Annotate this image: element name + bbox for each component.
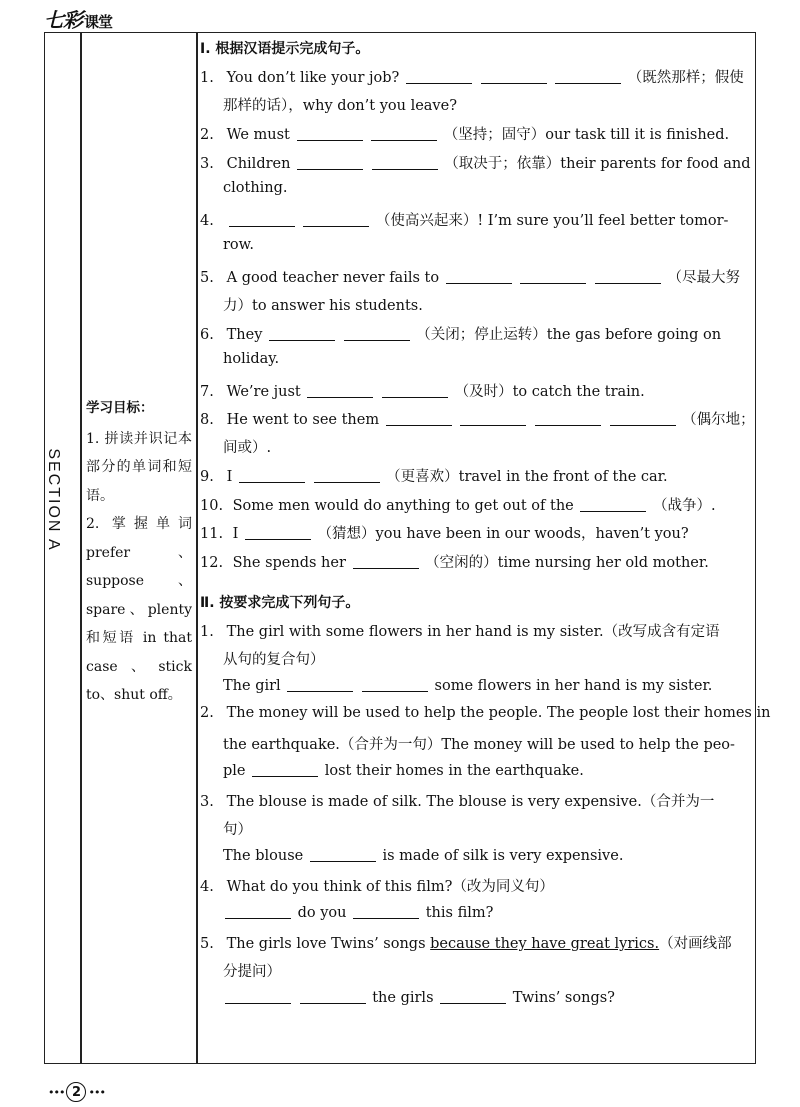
- question-number: 6.: [200, 327, 214, 343]
- answer-blank[interactable]: [229, 212, 295, 227]
- question-text: I: [226, 469, 233, 485]
- p2-q3: [200, 790, 714, 811]
- answer-text: some flowers in her hand is my sister.: [434, 678, 713, 694]
- hint-text: （战争）.: [652, 498, 716, 514]
- question-number: 2.: [200, 127, 214, 143]
- p2-q4: [200, 875, 554, 896]
- question-text: Some men would do anything to get out of the: [232, 498, 574, 514]
- hint-text: （取决于；依靠）their parents for food and: [444, 156, 751, 172]
- answer-blank[interactable]: [245, 525, 311, 540]
- hint-text: （更喜欢）travel in the front of the car.: [386, 469, 668, 485]
- question-number: 1.: [200, 70, 214, 86]
- hint-text: （尽最大努: [667, 270, 741, 286]
- p1-q4-cont: row.: [223, 237, 254, 253]
- answer-blank[interactable]: [372, 155, 438, 170]
- question-number: 3.: [200, 156, 214, 172]
- question-number: 8.: [200, 412, 214, 428]
- answer-blank[interactable]: [252, 762, 318, 777]
- p1-q3-cont: clothing.: [223, 180, 288, 196]
- answer-blank[interactable]: [386, 411, 452, 426]
- brand-logo: [44, 4, 112, 33]
- hint-text: （坚持；固守）our task till it is finished.: [443, 127, 730, 143]
- p2-q4-answer: [223, 904, 493, 921]
- question-text: A good teacher never fails to: [226, 270, 440, 286]
- p2-q5: [200, 932, 732, 953]
- answer-blank[interactable]: [406, 69, 472, 84]
- p1-q12: [200, 551, 709, 572]
- question-text: They: [226, 327, 263, 343]
- question-text: We must: [226, 127, 290, 143]
- question-number: 7.: [200, 384, 214, 400]
- answer-blank[interactable]: [225, 989, 291, 1004]
- p2-q3-answer: [223, 847, 623, 864]
- p1-q9: [200, 465, 668, 486]
- column-divider-right: [196, 32, 198, 1064]
- question-text: The girl with some flowers in her hand is my sister.（改写成含有定语: [226, 624, 720, 640]
- answer-blank[interactable]: [297, 126, 363, 141]
- hint-text: （偶尔地；: [682, 412, 755, 428]
- p1-q6: [200, 323, 721, 344]
- goals-title: 学习目标：: [86, 400, 154, 416]
- goal-item: 2. 掌握单词 prefer、suppose、spare、plenty 和短语 in that case、stick to、shut off。: [86, 516, 192, 703]
- hint-text: （空闲的）time nursing her old mother.: [425, 555, 709, 571]
- answer-blank[interactable]: [460, 411, 526, 426]
- hint-text: （及时）to catch the train.: [454, 384, 645, 400]
- learning-goals: [86, 394, 192, 710]
- goal-item: 1. 拼读并识记本部分的单词和短语。: [86, 430, 192, 504]
- question-text: The girls love Twins’ songs: [226, 936, 426, 952]
- answer-blank[interactable]: [371, 126, 437, 141]
- question-number: 9.: [200, 469, 214, 485]
- answer-blank[interactable]: [610, 411, 676, 426]
- answer-blank[interactable]: [225, 904, 291, 919]
- p2-q2-answer: [223, 762, 584, 779]
- p2-q2-cont: the earthquake.（合并为一句）The money will be used to help the peo-: [223, 737, 735, 753]
- footer-dots-right: •••: [88, 1085, 105, 1099]
- answer-blank[interactable]: [580, 497, 646, 512]
- answer-blank[interactable]: [362, 677, 428, 692]
- p2-q5-cont: 分提问）: [223, 964, 281, 980]
- p1-q7: [200, 380, 645, 401]
- question-number: 2.: [200, 705, 214, 721]
- page-footer: [48, 1082, 105, 1102]
- answer-blank[interactable]: [481, 69, 547, 84]
- logo-subtext: 课堂: [84, 13, 113, 31]
- p1-q11: [200, 522, 689, 543]
- question-text: Children: [226, 156, 291, 172]
- question-number: 4.: [200, 879, 214, 895]
- answer-blank[interactable]: [310, 847, 376, 862]
- answer-text: The girl: [223, 678, 281, 694]
- p2-q1: [200, 620, 720, 641]
- question-text: He went to see them: [226, 412, 380, 428]
- answer-blank[interactable]: [520, 269, 586, 284]
- answer-text: The blouse: [223, 848, 304, 864]
- p1-q5: [200, 266, 740, 287]
- question-text: I: [232, 526, 239, 542]
- p1-q6-cont: holiday.: [223, 351, 280, 367]
- answer-blank[interactable]: [353, 554, 419, 569]
- p2-q2: [200, 705, 770, 721]
- question-number: 5.: [200, 270, 214, 286]
- question-number: 10.: [200, 498, 224, 514]
- underlined-phrase: because they have great lyrics.: [430, 936, 660, 952]
- p1-q8: [200, 408, 755, 429]
- answer-blank[interactable]: [297, 155, 363, 170]
- question-number: 4.: [200, 213, 214, 229]
- question-text: She spends her: [232, 555, 346, 571]
- question-text: We’re just: [226, 384, 301, 400]
- answer-text: Twins’ songs?: [512, 990, 615, 1006]
- p1-q4: [200, 209, 728, 230]
- part2-heading: Ⅱ. 按要求完成下列句子。: [200, 595, 360, 611]
- question-text: The money will be used to help the people. The people lost their homes in: [226, 705, 771, 721]
- answer-blank[interactable]: [300, 989, 366, 1004]
- answer-text: this film?: [425, 905, 494, 921]
- answer-blank[interactable]: [239, 468, 305, 483]
- answer-text: lost their homes in the earthquake.: [324, 763, 584, 779]
- answer-blank[interactable]: [535, 411, 601, 426]
- answer-blank[interactable]: [314, 468, 380, 483]
- p1-q1: [200, 66, 744, 87]
- question-text: What do you think of this film?（改为同义句）: [226, 879, 554, 895]
- p1-q5-cont: 力）to answer his students.: [223, 298, 423, 314]
- answer-text: is made of silk is very expensive.: [382, 848, 624, 864]
- p1-q8-cont: 间或）.: [223, 440, 272, 456]
- answer-blank[interactable]: [382, 383, 448, 398]
- answer-text: do you: [297, 905, 347, 921]
- answer-blank[interactable]: [307, 383, 373, 398]
- answer-blank[interactable]: [344, 326, 410, 341]
- answer-text: the girls: [372, 990, 434, 1006]
- p2-q5-answer: [223, 989, 615, 1006]
- question-number: 11.: [200, 526, 224, 542]
- part1-heading: Ⅰ. 根据汉语提示完成句子。: [200, 41, 370, 57]
- question-text: The blouse is made of silk. The blouse is very expensive.（合并为一: [226, 794, 715, 810]
- hint-text: （使高兴起来）! I’m sure you’ll feel better tomor-: [375, 213, 729, 229]
- question-number: 1.: [200, 624, 214, 640]
- answer-blank[interactable]: [446, 269, 512, 284]
- section-label: SECTION A: [45, 448, 62, 552]
- hint-text: （既然那样；假使: [627, 70, 744, 86]
- answer-blank[interactable]: [303, 212, 369, 227]
- footer-dots-left: •••: [48, 1085, 65, 1099]
- answer-blank[interactable]: [269, 326, 335, 341]
- p1-q10: [200, 494, 716, 515]
- p2-q1-answer: [223, 677, 712, 694]
- p2-q3-cont: 句）: [223, 822, 252, 838]
- p1-q2: [200, 123, 729, 144]
- logo-text: 七彩: [44, 8, 82, 32]
- answer-blank[interactable]: [595, 269, 661, 284]
- p2-q1-cont: 从句的复合句）: [223, 652, 325, 668]
- question-text: You don’t like your job?: [226, 70, 400, 86]
- answer-blank[interactable]: [353, 904, 419, 919]
- answer-blank[interactable]: [440, 989, 506, 1004]
- question-number: 12.: [200, 555, 224, 571]
- hint-text: （猜想）you have been in our woods，haven’t you?: [317, 526, 689, 542]
- p1-q3: [200, 152, 750, 173]
- hint-text: （对画线部: [659, 936, 732, 952]
- answer-blank[interactable]: [287, 677, 353, 692]
- hint-text: （关闭；停止运转）the gas before going on: [416, 327, 722, 343]
- answer-blank[interactable]: [555, 69, 621, 84]
- question-number: 5.: [200, 936, 214, 952]
- question-number: 3.: [200, 794, 214, 810]
- p1-q1-cont: 那样的话），why don’t you leave?: [223, 98, 457, 114]
- column-divider-left: [80, 32, 82, 1064]
- page-number: 2: [66, 1082, 86, 1102]
- answer-text: ple: [223, 763, 246, 779]
